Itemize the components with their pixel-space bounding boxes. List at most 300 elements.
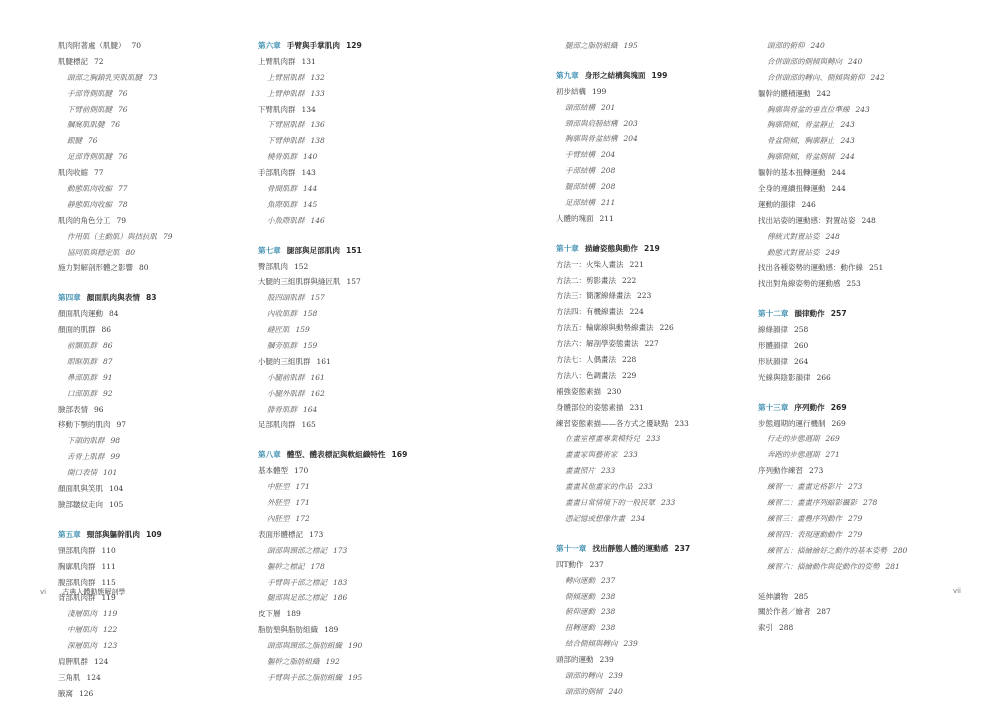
page-number: 76 [118, 104, 128, 114]
entry-title: 步態週期的運行機制 [758, 418, 826, 428]
toc-entry [758, 589, 958, 605]
chapter-number: 第六章 [258, 41, 281, 50]
page-number: 134 [301, 104, 316, 114]
entry-title: 上臂屈肌群 [267, 72, 305, 82]
toc-subentry [556, 684, 756, 700]
entry-title: 表面形體標記 [258, 529, 303, 539]
page-number: 109 [145, 529, 162, 539]
page-number: 110 [101, 545, 116, 555]
entry-title: 內收肌群 [267, 309, 297, 319]
page-number: 87 [103, 356, 113, 366]
page-number: 258 [794, 325, 809, 335]
toc-subentry [556, 38, 756, 54]
entry-title: 形體韻律 [758, 341, 788, 351]
toc-subentry [258, 638, 458, 654]
toc-subentry [758, 38, 958, 54]
entry-title: 頭部的轉向 [565, 670, 603, 680]
page-number: 287 [816, 607, 831, 617]
toc-subentry [556, 431, 756, 447]
page-number: 123 [103, 641, 118, 651]
toc-subentry [258, 495, 458, 511]
page-number: 124 [86, 672, 101, 682]
entry-title: 足部背側肌腱 [67, 152, 112, 162]
page-number: 221 [629, 259, 644, 269]
entry-title: 韻律動作 [794, 309, 825, 319]
entry-title: 下臂伸肌群 [267, 136, 305, 146]
toc-subentry [758, 527, 958, 543]
page-number: 266 [816, 372, 831, 382]
toc-subentry [556, 604, 756, 620]
page-number: 253 [846, 279, 861, 289]
toc-subentry [58, 181, 258, 197]
toc-subentry [758, 479, 958, 495]
page-number: 96 [94, 404, 104, 414]
toc-subentry [258, 322, 458, 338]
entry-title: 俯仰運動 [565, 607, 595, 617]
page-number: 240 [810, 41, 825, 50]
chapter-number: 第四章 [58, 293, 81, 303]
entry-title: 協同肌與穩定肌 [67, 247, 120, 257]
page-number: 98 [110, 436, 121, 446]
toc-entry [58, 559, 258, 575]
entry-title: 練習三：畫疊序列動作 [767, 513, 842, 523]
page-number: 264 [794, 356, 809, 366]
entry-title: 開口表情 [67, 468, 97, 478]
entry-title: 小腿外肌群 [267, 388, 305, 398]
page-number: 73 [148, 72, 158, 82]
toc-entry [258, 527, 458, 543]
entry-title: 足部結構 [565, 198, 595, 208]
entry-title: 光線與陰影韻律 [758, 372, 811, 382]
page-number: 260 [794, 341, 809, 351]
page-number: 195 [623, 41, 638, 50]
page-number: 138 [310, 136, 325, 146]
toc-entry [758, 165, 958, 181]
page-number: 249 [825, 247, 840, 257]
toc-subentry [556, 668, 756, 684]
page-number: 257 [830, 309, 847, 319]
toc-subentry [58, 606, 258, 622]
toc-entry [556, 652, 756, 668]
entry-title: 方法五：輪廓線與動勢線畫法 [556, 323, 654, 333]
page-number: 219 [643, 243, 660, 253]
page-number: 77 [94, 168, 104, 178]
toc-entry [58, 686, 258, 702]
entry-title: 胸廓肌肉群 [58, 561, 96, 571]
entry-title: 畫畫照片 [565, 466, 595, 476]
page-number: 195 [348, 672, 363, 682]
page-number: 237 [589, 559, 604, 569]
entry-title: 練習六：描繪動作與從動作的姿勢 [767, 561, 880, 571]
toc-subentry [758, 447, 958, 463]
page-number: 239 [623, 639, 638, 649]
page-number: 171 [295, 498, 310, 508]
entry-title: 軀幹之脂肪組織 [267, 656, 320, 666]
entry-title: 小腿前肌群 [267, 372, 305, 382]
page-number: 211 [599, 213, 614, 223]
entry-title: 下頜的肌群 [67, 436, 105, 446]
entry-title: 肌肉附著處（肌腱） [58, 41, 126, 50]
toc-entry [258, 259, 458, 275]
toc-entry [58, 322, 258, 338]
toc-subentry [58, 117, 258, 133]
page-number: 228 [622, 355, 637, 365]
chapter-heading [556, 241, 756, 257]
page-number: 227 [644, 339, 659, 349]
entry-title: 膕窩肌肌腱 [67, 120, 105, 130]
page-number: 165 [301, 420, 316, 430]
entry-title: 小腿的三組肌群 [258, 356, 311, 366]
toc-subentry [758, 511, 958, 527]
toc-entry [556, 273, 756, 289]
entry-title: 內胚型 [267, 513, 290, 523]
entry-title: 三角肌 [58, 672, 81, 682]
entry-title: 線條韻律 [758, 325, 788, 335]
toc-subentry [58, 638, 258, 654]
page-number: 172 [295, 513, 310, 523]
toc-subentry [258, 213, 458, 229]
toc-subentry [758, 133, 958, 149]
entry-title: 頭部與頸部之標記 [267, 545, 327, 555]
page-number-left: vi [40, 588, 47, 596]
entry-title: 頸部與肩膀結構 [565, 118, 618, 128]
toc-entry [556, 84, 756, 100]
entry-title: 手部肌肉群 [258, 168, 296, 178]
toc-subentry [258, 479, 458, 495]
page-number: 199 [592, 86, 607, 96]
page-number: 280 [893, 545, 908, 555]
entry-title: 骨盆側傾，胸廓靜止 [767, 136, 835, 146]
page-number: 285 [794, 591, 809, 601]
page-number: 208 [601, 182, 616, 192]
page-number: 240 [608, 686, 623, 696]
page-number: 77 [118, 184, 128, 194]
entry-title: 前額肌群 [67, 341, 97, 351]
page-number: 233 [638, 482, 653, 492]
book-title: 古典人體動態解剖學 [62, 588, 126, 596]
entry-title: 腹部肌肉群 [58, 577, 96, 587]
page-number: 86 [103, 341, 113, 351]
entry-title: 方法六：解剖學姿態畫法 [556, 339, 639, 349]
toc-entry [556, 368, 756, 384]
page-number: 204 [601, 150, 616, 160]
page-number: 229 [622, 370, 637, 380]
chapter-heading [758, 400, 958, 416]
toc-subentry [258, 70, 458, 86]
toc-subentry [58, 70, 258, 86]
page-number: 242 [816, 88, 831, 98]
toc-subentry [58, 197, 258, 213]
page-number: 273 [809, 466, 824, 476]
page-number: 79 [163, 231, 173, 241]
page-number: 119 [103, 609, 118, 619]
page-number: 78 [118, 199, 128, 209]
entry-title: 方法四：有機線畫法 [556, 307, 624, 317]
page-number: 269 [830, 402, 847, 412]
page-number: 201 [601, 102, 616, 112]
page-number: 171 [295, 482, 310, 492]
page-number: 122 [103, 625, 118, 635]
page-number: 248 [861, 215, 876, 225]
page-number: 159 [303, 341, 318, 351]
entry-title: 索引 [758, 623, 773, 633]
toc-subentry [258, 133, 458, 149]
entry-title: 找出靜態人體的運動感 [592, 543, 669, 553]
entry-title: 膕旁肌群 [267, 341, 297, 351]
entry-title: 手部結構 [565, 166, 595, 176]
entry-title: 行走的步態週期 [767, 434, 820, 444]
page-number: 243 [840, 136, 855, 146]
entry-title: 手臂與手部之脂肪組織 [267, 672, 342, 682]
toc-entry [556, 211, 756, 227]
entry-title: 方法一：火柴人畫法 [556, 259, 624, 269]
entry-title: 練習五：描繪繪好之動作的基本姿勢 [767, 545, 887, 555]
toc-subentry [556, 636, 756, 652]
page-number: 101 [103, 468, 118, 478]
page-number: 132 [310, 72, 325, 82]
entry-title: 胸廓與骨盆的垂直位準線 [767, 104, 850, 114]
page-number: 140 [303, 152, 318, 162]
toc-entry [758, 276, 958, 292]
entry-title: 手臂與手掌肌肉 [286, 41, 340, 50]
toc-entry [556, 416, 756, 432]
entry-title: 頭部的側傾 [565, 686, 603, 696]
toc-subentry [258, 306, 458, 322]
page-number: 246 [801, 199, 816, 209]
entry-title: 口部肌群 [67, 388, 97, 398]
toc-column-1 [58, 38, 258, 702]
entry-title: 延伸讀物 [758, 591, 788, 601]
toc-entry [58, 417, 258, 433]
toc-subentry [58, 622, 258, 638]
chapter-heading [556, 68, 756, 84]
page-number: 203 [623, 118, 638, 128]
toc-subentry [556, 589, 756, 605]
toc-entry [58, 654, 258, 670]
entry-title: 腿部與足部肌肉 [286, 245, 340, 255]
chapter-heading [258, 447, 458, 463]
entry-title: 上臂肌肉群 [258, 56, 296, 66]
toc-column-3 [556, 38, 756, 700]
toc-subentry [58, 449, 258, 465]
toc-entry [258, 102, 458, 118]
page-number: 288 [779, 623, 794, 633]
page-number: 178 [310, 561, 325, 571]
page-number: 161 [316, 356, 331, 366]
page-number: 173 [333, 545, 348, 555]
toc-subentry [758, 431, 958, 447]
chapter-number: 第七章 [258, 245, 281, 255]
page-number: 129 [345, 41, 362, 50]
toc-entry [758, 354, 958, 370]
page-number: 233 [623, 450, 638, 460]
entry-title: 結合側傾與轉向 [565, 639, 618, 649]
page-number: 243 [840, 120, 855, 130]
toc-subentry [58, 229, 258, 245]
entry-title: 頭部與頸部之脂肪組織 [267, 641, 342, 651]
toc-entry [58, 670, 258, 686]
toc-subentry [758, 543, 958, 559]
page-number: 233 [674, 418, 689, 428]
entry-title: 小魚際肌群 [267, 215, 305, 225]
toc-entry [556, 384, 756, 400]
chapter-number: 第九章 [556, 70, 579, 80]
page-number: 231 [629, 402, 644, 412]
toc-subentry [758, 245, 958, 261]
toc-subentry [258, 575, 458, 591]
page-number: 131 [301, 56, 316, 66]
page-number: 238 [601, 591, 616, 601]
toc-entry [58, 38, 258, 54]
toc-subentry [58, 338, 258, 354]
toc-subentry [58, 149, 258, 165]
page-number: 86 [101, 325, 112, 335]
page-number: 189 [286, 609, 301, 619]
chapter-number: 第十二章 [758, 309, 789, 319]
page-number: 190 [348, 641, 363, 651]
entry-title: 奔跑的步態週期 [767, 450, 820, 460]
toc-subentry [58, 465, 258, 481]
entry-title: 下臂前側肌腱 [67, 104, 112, 114]
toc-subentry [58, 370, 258, 386]
page-number: 244 [840, 152, 855, 162]
toc-subentry [556, 131, 756, 147]
entry-title: 畫畫其他畫家的作品 [565, 482, 633, 492]
page-number: 126 [79, 688, 94, 698]
entry-title: 找出站姿的運動感：對置站姿 [758, 215, 856, 225]
toc-subentry [258, 197, 458, 213]
page-number: 157 [310, 293, 325, 303]
entry-title: 背部肌肉群 [58, 593, 96, 603]
toc-subentry [258, 117, 458, 133]
entry-title: 外胚型 [267, 498, 290, 508]
page-number: 169 [391, 450, 408, 460]
page-number: 208 [601, 166, 616, 176]
chapter-heading [258, 38, 458, 54]
page-number: 237 [674, 543, 691, 553]
toc-subentry [556, 100, 756, 116]
toc-entry [758, 181, 958, 197]
toc-subentry [258, 511, 458, 527]
page-number: 186 [333, 593, 348, 603]
entry-title: 下臂肌肉群 [258, 104, 296, 114]
page-number: 233 [601, 466, 616, 476]
toc-entry [758, 370, 958, 386]
page-number: 162 [310, 388, 325, 398]
toc-subentry [58, 133, 258, 149]
entry-title: 臉部皺紋走向 [58, 499, 103, 509]
toc-entry [58, 543, 258, 559]
page-number: 230 [607, 386, 622, 396]
toc-subentry [556, 511, 756, 527]
page-number: 279 [848, 513, 863, 523]
page-number: 145 [303, 199, 318, 209]
toc-subentry [258, 149, 458, 165]
entry-title: 橈骨肌群 [267, 152, 297, 162]
entry-title: 合併頭部的轉向、側傾與俯仰 [767, 72, 865, 82]
page-number: 124 [94, 656, 109, 666]
toc-subentry [758, 117, 958, 133]
entry-title: 顏面肌肉與表情 [86, 293, 140, 303]
entry-title: 在畫室裡畫專業模特兒 [565, 434, 640, 444]
entry-title: 移動下顎的肌肉 [58, 420, 111, 430]
chapter-number: 第十三章 [758, 402, 789, 412]
entry-title: 方法七：人偶畫法 [556, 355, 616, 365]
toc-subentry [58, 245, 258, 261]
entry-title: 腓骨肌群 [267, 404, 297, 414]
toc-entry [556, 257, 756, 273]
entry-title: 肌肉的角色分工 [58, 215, 111, 225]
entry-title: 手臂結構 [565, 150, 595, 160]
entry-title: 皮下層 [258, 609, 281, 619]
toc-entry [556, 336, 756, 352]
page-number: 183 [333, 577, 348, 587]
toc-subentry [258, 370, 458, 386]
entry-title: 序列動作 [794, 402, 825, 412]
toc-entry [758, 86, 958, 102]
entry-title: 靜態肌肉收縮 [67, 199, 112, 209]
entry-title: 胸廓側傾，骨盆靜止 [767, 120, 835, 130]
entry-title: 軀幹的體積運動 [758, 88, 811, 98]
toc-subentry [758, 229, 958, 245]
page-number: 157 [346, 277, 361, 287]
chapter-heading [556, 541, 756, 557]
toc-entry [556, 320, 756, 336]
toc-entry [58, 497, 258, 513]
entry-title: 練習四：表現運動動作 [767, 529, 842, 539]
page-number: 79 [116, 215, 127, 225]
page-number: 238 [601, 623, 616, 633]
entry-title: 頭部的運動 [556, 655, 594, 665]
page-number: 279 [848, 529, 863, 539]
page-number: 242 [870, 72, 885, 82]
toc-entry [758, 260, 958, 276]
toc-subentry [58, 86, 258, 102]
entry-title: 頭部結構 [565, 102, 595, 112]
toc-subentry [556, 573, 756, 589]
entry-title: 舌骨上肌群 [67, 452, 105, 462]
toc-subentry [556, 495, 756, 511]
entry-title: 腋窩 [58, 688, 73, 698]
toc-subentry [58, 354, 258, 370]
entry-title: 練習一：畫畫定格影片 [767, 482, 842, 492]
page-number: 104 [109, 484, 124, 494]
toc-entry [258, 54, 458, 70]
toc-entry [758, 416, 958, 432]
entry-title: 跟腱 [67, 136, 82, 146]
toc-entry [556, 557, 756, 573]
page-number: 222 [622, 275, 637, 285]
entry-title: 運動的韻律 [758, 199, 796, 209]
toc-subentry [58, 386, 258, 402]
entry-title: 腿部之脂肪組織 [565, 41, 618, 50]
toc-entry [758, 620, 958, 636]
toc-column-4 [758, 38, 958, 636]
entry-title: 人體的塊面 [556, 213, 594, 223]
page-number: 152 [294, 261, 309, 271]
page-number: 238 [601, 607, 616, 617]
entry-title: 施力對解剖形體之影響 [58, 263, 133, 273]
toc-entry [58, 165, 258, 181]
toc-entry [758, 213, 958, 229]
page-number: 92 [103, 388, 113, 398]
page-number: 164 [303, 404, 318, 414]
entry-title: 形狀韻律 [758, 356, 788, 366]
entry-title: 找出各種姿勢的運動感：動作線 [758, 263, 863, 273]
page-number-right: vii [952, 587, 961, 595]
page-number: 119 [101, 593, 116, 603]
chapter-heading [58, 290, 258, 306]
